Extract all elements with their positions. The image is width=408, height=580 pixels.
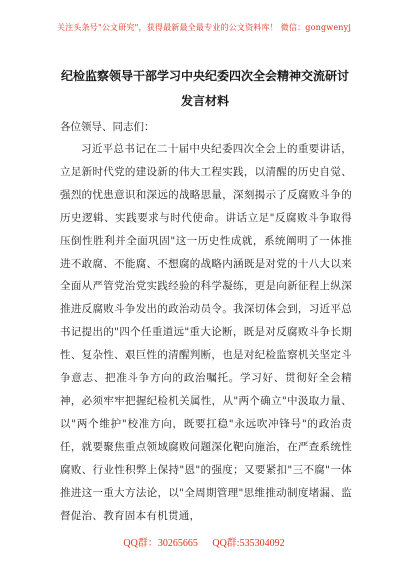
footer-contact <box>0 534 408 549</box>
document-title: 纪检监察领导干部学习中央纪委四次全会精神交流研讨发言材料 <box>60 69 349 108</box>
promo-banner: 关注头条号"公文研究"，获得最新最全最专业的公文资料库！ 微信：gongwenyj <box>56 23 352 32</box>
body-paragraph: 习近平总书记在二十届中央纪委四次全会上的重要讲话，立足新时代党的建设新的伟大工程实践，以清醒的历史自觉、强烈的忧患意识和深远的战略思量，深刻揭示了反腐败斗争的历史逻辑、实践要求与时代使命。讲话立足"反腐败斗争取得压倒性胜利并全面巩固"这一历史性成就，系统阐明了一体推进不敢腐、不能腐、不想腐的战略内涵既是对党的十八大以来全面从严管党治党实践经验的科学凝练，更是向新征程上纵深推进反腐败斗争发出的政治动员令。我深切体会到，习近平总书记提出的"四个任重道远"重大论断，既是对反腐败斗争长期性、复杂性、艰巨性的清醒判断，也是对纪检监察机关坚定斗争意志、把准斗争方向的政治嘱托。学习好、贯彻好全会精神，必须牢牢把握纪检机关属性，从"两个确立"中汲取力量、以"两个维护"校准方向，既要扛稳"永远吹冲锋号"的政治责任，就要聚焦重点领域腐败问题深化靶向施治，在严查系统性腐败、行业性积弊上保持"恩"的强度；又要紧扣"三不腐"一体推进这一重大方法论，以"全周期管理"思维推动制度堵漏、监督促治、教育固本有机贯通， <box>60 143 352 522</box>
qq-group-2: QQ群:535304092 <box>212 538 285 549</box>
salutation: 各位领导、同志们： <box>60 121 155 133</box>
qq-group-1: QQ群：30265665 <box>123 538 198 549</box>
